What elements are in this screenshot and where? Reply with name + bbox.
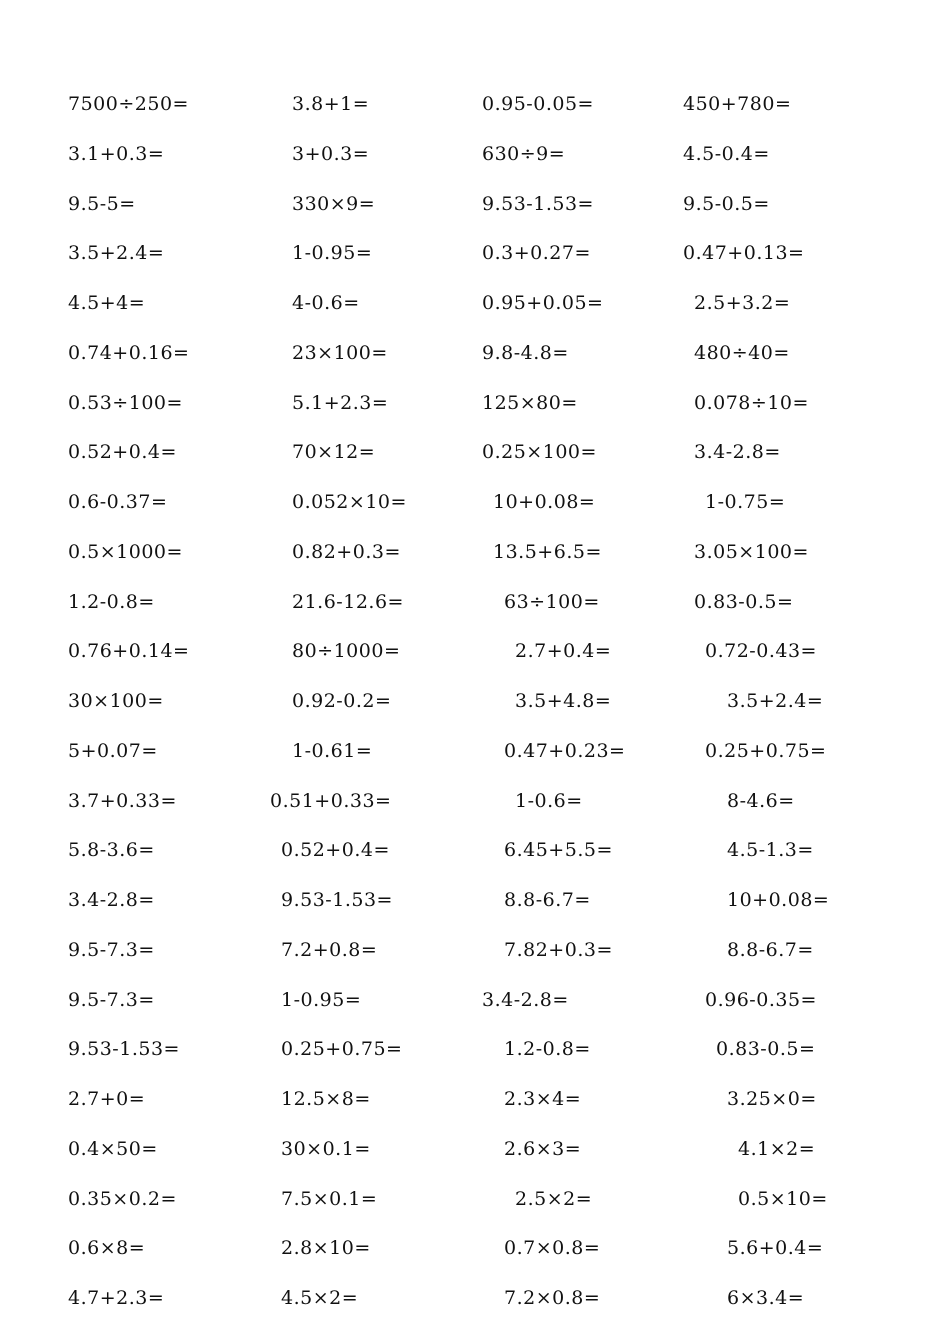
- problem-r11-c3: 63÷100=: [504, 591, 600, 613]
- problem-r23-c2: 7.5×0.1=: [281, 1188, 378, 1210]
- problem-r21-c1: 2.7+0=: [68, 1088, 146, 1110]
- problem-r2-c1: 3.1+0.3=: [68, 143, 165, 165]
- problem-r20-c2: 0.25+0.75=: [281, 1038, 403, 1060]
- problem-r24-c3: 0.7×0.8=: [504, 1237, 601, 1259]
- problem-r9-c4: 1-0.75=: [705, 491, 786, 513]
- problem-r7-c4: 0.078÷10=: [694, 392, 809, 414]
- problem-r14-c3: 0.47+0.23=: [504, 740, 626, 762]
- problem-r18-c4: 8.8-6.7=: [727, 939, 814, 961]
- problem-r17-c2: 9.53-1.53=: [281, 889, 393, 911]
- problem-r13-c4: 3.5+2.4=: [727, 690, 824, 712]
- problem-r24-c2: 2.8×10=: [281, 1237, 371, 1259]
- problem-r3-c1: 9.5-5=: [68, 193, 136, 215]
- problem-r6-c4: 480÷40=: [694, 342, 790, 364]
- problem-r13-c3: 3.5+4.8=: [515, 690, 612, 712]
- problem-r12-c2: 80÷1000=: [292, 640, 401, 662]
- problem-r14-c2: 1-0.61=: [292, 740, 373, 762]
- problem-r9-c2: 0.052×10=: [292, 491, 407, 513]
- problem-r15-c2: 0.51+0.33=: [270, 790, 392, 812]
- problem-r23-c1: 0.35×0.2=: [68, 1188, 177, 1210]
- problem-r5-c2: 4-0.6=: [292, 292, 360, 314]
- problem-r19-c1: 9.5-7.3=: [68, 989, 155, 1011]
- problem-r6-c3: 9.8-4.8=: [482, 342, 569, 364]
- problem-r17-c3: 8.8-6.7=: [504, 889, 591, 911]
- problem-r12-c4: 0.72-0.43=: [705, 640, 817, 662]
- problem-r6-c1: 0.74+0.16=: [68, 342, 190, 364]
- problem-r9-c1: 0.6-0.37=: [68, 491, 168, 513]
- problem-r25-c1: 4.7+2.3=: [68, 1287, 165, 1309]
- problem-r15-c4: 8-4.6=: [727, 790, 795, 812]
- problem-r8-c3: 0.25×100=: [482, 441, 597, 463]
- problem-r16-c4: 4.5-1.3=: [727, 839, 814, 861]
- problem-r25-c2: 4.5×2=: [281, 1287, 359, 1309]
- problem-r2-c4: 4.5-0.4=: [683, 143, 770, 165]
- problem-r13-c1: 30×100=: [68, 690, 164, 712]
- problem-r5-c3: 0.95+0.05=: [482, 292, 604, 314]
- problem-r3-c3: 9.53-1.53=: [482, 193, 594, 215]
- problem-r19-c4: 0.96-0.35=: [705, 989, 817, 1011]
- problem-r25-c3: 7.2×0.8=: [504, 1287, 601, 1309]
- problem-r17-c1: 3.4-2.8=: [68, 889, 155, 911]
- problem-r4-c3: 0.3+0.27=: [482, 242, 591, 264]
- problem-r20-c4: 0.83-0.5=: [716, 1038, 816, 1060]
- problem-r12-c1: 0.76+0.14=: [68, 640, 190, 662]
- problem-r19-c3: 3.4-2.8=: [482, 989, 569, 1011]
- problem-r10-c2: 0.82+0.3=: [292, 541, 401, 563]
- problem-r15-c1: 3.7+0.33=: [68, 790, 177, 812]
- problem-r11-c1: 1.2-0.8=: [68, 591, 155, 613]
- problem-r25-c4: 6×3.4=: [727, 1287, 805, 1309]
- problem-r16-c2: 0.52+0.4=: [281, 839, 390, 861]
- problem-r24-c4: 5.6+0.4=: [727, 1237, 824, 1259]
- problem-r12-c3: 2.7+0.4=: [515, 640, 612, 662]
- problem-r10-c3: 13.5+6.5=: [493, 541, 602, 563]
- problem-r11-c2: 21.6-12.6=: [292, 591, 404, 613]
- problem-r15-c3: 1-0.6=: [515, 790, 583, 812]
- problem-r23-c4: 0.5×10=: [738, 1188, 828, 1210]
- problem-r1-c3: 0.95-0.05=: [482, 93, 594, 115]
- problem-r13-c2: 0.92-0.2=: [292, 690, 392, 712]
- problem-r24-c1: 0.6×8=: [68, 1237, 146, 1259]
- problem-r21-c4: 3.25×0=: [727, 1088, 817, 1110]
- problem-r19-c2: 1-0.95=: [281, 989, 362, 1011]
- problem-r5-c4: 2.5+3.2=: [694, 292, 791, 314]
- problem-r8-c4: 3.4-2.8=: [694, 441, 781, 463]
- problem-r4-c1: 3.5+2.4=: [68, 242, 165, 264]
- problem-r8-c2: 70×12=: [292, 441, 376, 463]
- problem-r2-c3: 630÷9=: [482, 143, 566, 165]
- problem-r1-c1: 7500÷250=: [68, 93, 189, 115]
- problem-r6-c2: 23×100=: [292, 342, 388, 364]
- problem-r22-c3: 2.6×3=: [504, 1138, 582, 1160]
- problem-r22-c2: 30×0.1=: [281, 1138, 371, 1160]
- problem-r20-c3: 1.2-0.8=: [504, 1038, 591, 1060]
- problem-r1-c4: 450+780=: [683, 93, 792, 115]
- problem-r22-c4: 4.1×2=: [738, 1138, 816, 1160]
- problem-r14-c1: 5+0.07=: [68, 740, 158, 762]
- problem-r7-c1: 0.53÷100=: [68, 392, 183, 414]
- problem-r7-c3: 125×80=: [482, 392, 578, 414]
- problem-r16-c1: 5.8-3.6=: [68, 839, 155, 861]
- problem-r2-c2: 3+0.3=: [292, 143, 370, 165]
- problem-r18-c3: 7.82+0.3=: [504, 939, 613, 961]
- problem-r20-c1: 9.53-1.53=: [68, 1038, 180, 1060]
- problem-r10-c1: 0.5×1000=: [68, 541, 183, 563]
- problem-r18-c1: 9.5-7.3=: [68, 939, 155, 961]
- problem-r11-c4: 0.83-0.5=: [694, 591, 794, 613]
- problem-r18-c2: 7.2+0.8=: [281, 939, 378, 961]
- problem-r3-c2: 330×9=: [292, 193, 376, 215]
- problem-r17-c4: 10+0.08=: [727, 889, 830, 911]
- problem-r21-c3: 2.3×4=: [504, 1088, 582, 1110]
- problem-r14-c4: 0.25+0.75=: [705, 740, 827, 762]
- problem-r10-c4: 3.05×100=: [694, 541, 809, 563]
- problem-r3-c4: 9.5-0.5=: [683, 193, 770, 215]
- problem-r9-c3: 10+0.08=: [493, 491, 596, 513]
- problem-r23-c3: 2.5×2=: [515, 1188, 593, 1210]
- problem-r4-c4: 0.47+0.13=: [683, 242, 805, 264]
- problem-r1-c2: 3.8+1=: [292, 93, 370, 115]
- problem-r5-c1: 4.5+4=: [68, 292, 146, 314]
- problem-r4-c2: 1-0.95=: [292, 242, 373, 264]
- problem-r21-c2: 12.5×8=: [281, 1088, 371, 1110]
- problem-r7-c2: 5.1+2.3=: [292, 392, 389, 414]
- problem-r16-c3: 6.45+5.5=: [504, 839, 613, 861]
- problem-r8-c1: 0.52+0.4=: [68, 441, 177, 463]
- problem-r22-c1: 0.4×50=: [68, 1138, 158, 1160]
